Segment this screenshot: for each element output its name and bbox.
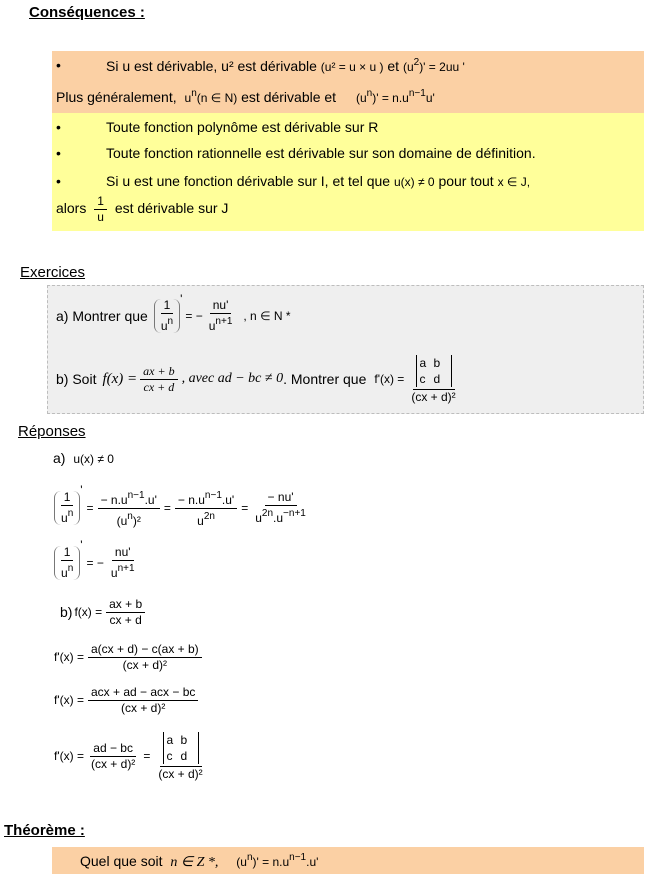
exercices-title: Exercices xyxy=(20,264,86,281)
answer-a-line-1: $\frac{1}{u^n}$ ' = $\frac{- n.u^{n-1}.u'}{(u^n)^2}$ = $\frac{- n.u^{n-1}.u'}{u^{2n}}$ = $\frac{- nu'}{u^{2n}.u^{-n+1}}$ xyxy=(54,483,309,533)
bullet: • xyxy=(56,119,61,135)
consequence-alors: alors $\frac{1}{u}$ est dérivable sur J xyxy=(56,194,229,224)
consequence-1: Si u est dérivable, u² est dérivable (u² = u × u ) et $(u^2)' = 2uu$ ' xyxy=(106,57,465,74)
reponses-title: Réponses xyxy=(18,423,86,440)
consequences-title: Conséquences : xyxy=(29,4,145,21)
answer-b-deriv-2: f'(x) = $\frac{\text{acx + ad − acx − bc}}{\text{(cx + d)²}}$ xyxy=(54,682,198,718)
consequence-3: Toute fonction rationnelle est dérivable sur son domaine de définition. xyxy=(106,145,536,161)
answer-b-deriv-1: f'(x) = $\frac{a(cx + d) - c(ax + b)}{\text{(cx + d)²}}$ xyxy=(54,639,202,675)
consequence-general: Plus généralement, $u^n(n$ ∈ N) est dérivable et $(u^n)' = n.u^{n-1}u'$ xyxy=(56,88,435,105)
consequence-4: Si u est une fonction dérivable sur I, et tel que u(x) ≠ 0 pour tout x ∈ J, xyxy=(106,173,531,189)
bullet: • xyxy=(56,173,61,189)
answer-b-fx: b) f(x) = $\frac{ax + b}{cx + d}$ xyxy=(60,594,145,630)
exercise-a: a) Montrer que $\frac{1}{u^n}$ ' = − $\frac{nu'}{u^{n+1}}$ , n ∈ N * xyxy=(56,292,291,333)
bullet: • xyxy=(56,57,61,73)
theoreme-title: Théorème : xyxy=(4,822,85,839)
consequence-2: Toute fonction polynôme est dérivable sur R xyxy=(106,119,379,135)
theoreme-statement: Quel que soit n ∈ Z *, $(u^n)' = n.u^{n-1}.u'$ xyxy=(80,852,319,870)
exercise-b: b) Soit f(x) = $\frac{ax + b}{cx + d}$ , avec ad − bc ≠ 0 . Montrer que f'(x) = a b c d (cx + d)² xyxy=(56,355,456,404)
bullet: • xyxy=(56,145,61,161)
answer-a-line-2: $\frac{1}{u^n}$ ' = − $\frac{nu'}{u^{n+1}}$ xyxy=(54,538,138,588)
answer-a-condition: a) u(x) ≠ 0 xyxy=(53,450,114,466)
answer-b-deriv-3: f'(x) = $\frac{ad - bc}{\text{(cx + d)²}}$ = a b c d (cx + d)² xyxy=(54,732,203,781)
